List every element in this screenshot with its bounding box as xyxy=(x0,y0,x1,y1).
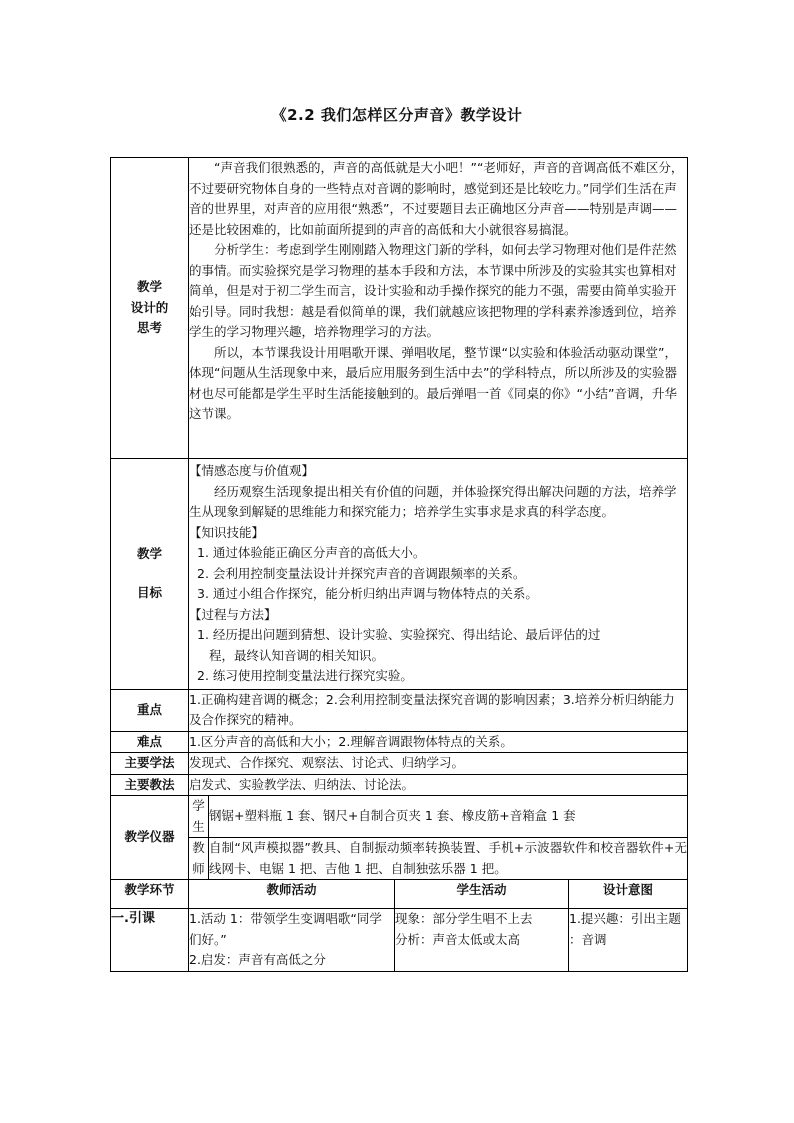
skill-item: 1. 通过体验能正确区分声音的高低大小。 xyxy=(197,545,426,560)
difficulty-label: 难点 xyxy=(111,731,189,753)
key-points-row xyxy=(111,689,688,731)
teacher-activity-line: 1.活动 1：带领学生变调唱歌“同学们好。” xyxy=(189,911,382,947)
attitude-text: 经历观察生活现象提出相关有价值的问题，并体验探究得出解决问题的方法，培养学生从现象到解疑的思维能力和探究能力；培养学生实事求是求真的科学态度。 xyxy=(189,483,677,519)
lesson-plan-table xyxy=(110,157,688,972)
key-points-label: 重点 xyxy=(111,689,189,731)
skill-item: 3. 通过小组合作探究，能分析归纳出声调与物体特点的关系。 xyxy=(197,586,538,601)
difficulty-text: 1.区分声音的高低和大小；2.理解音调跟物体特点的关系。 xyxy=(189,731,688,753)
instruments-student-text: 钢锯+塑料瓶 1 套、钢尺+自制合页夹 1 套、橡皮筋+音箱盒 1 套 xyxy=(209,796,688,838)
teacher-activity-line: 2.启发：声音有高低之分 xyxy=(189,952,326,967)
thinking-label-line-1: 教学 xyxy=(136,279,162,295)
attitude-heading: 【情感态度与价值观】 xyxy=(189,463,315,478)
instruments-label: 教学仪器 xyxy=(111,796,189,880)
teacher-label-line-2: 师 xyxy=(192,860,205,876)
thinking-label-line-2: 设计的 xyxy=(130,299,169,315)
goals-label xyxy=(111,459,189,690)
skills-heading: 【知识技能】 xyxy=(189,524,265,540)
instruments-student-label xyxy=(189,796,209,838)
thinking-label xyxy=(111,158,189,459)
thinking-content xyxy=(189,158,688,459)
intent-cell: 1.提兴趣：引出主题 ：音调 xyxy=(569,909,688,972)
thinking-paragraph: 分析学生：考虑到学生刚刚踏入物理这门新的学科，如何去学习物理对他们是件茫然的事情。而实验探究是学习物理的基本手段和方法，本节课中所涉及的实验其实也算相对简单，但是对于初二学生而言，设计实验和动手操作探究的能力不强，需要由简单实验开始引导。同时我想：越是看似简单的课，我们就越应该把物理的学科素养渗透到位，培养学生的学习物理兴趣，培养物理学习的方法。 xyxy=(189,242,677,339)
teacher-label-line-1: 教 xyxy=(192,840,205,855)
stage-cell: 一.引课 xyxy=(111,909,189,972)
instruments-teacher-label xyxy=(189,838,209,880)
process-header-row xyxy=(111,880,688,909)
process-row xyxy=(111,909,688,972)
header-intent: 设计意图 xyxy=(569,880,688,909)
thinking-paragraph: 所以，本节课我设计用唱歌开课、弹唱收尾，整节课“以实验和体验活动驱动课堂”，体现“问题从生活现象中来，最后应用服务到生活中去”的学科特点，所以所涉及的实验器材也尽可能都是学生平时生活能接触到的。最后弹唱一首《同桌的你》“小结”音调，升华这节课。 xyxy=(189,344,677,421)
thinking-paragraph: “声音我们很熟悉的，声音的高低就是大小吧！”“老师好，声音的音调高低不难区分，不过要研究物体自身的一些特点对音调的影响时，感觉到还是比较吃力。”同学们生活在声音的世界里，对声音的应用很“熟悉”，不过要题目去正确地区分声音——特别是声调——还是比较困难的，比如前面所提到的声音的高低和大小就很容易搞混。 xyxy=(189,160,684,237)
instruments-teacher-row xyxy=(111,838,688,880)
key-points-text: 1.正确构建音调的概念；2.会利用控制变量法探究音调的影响因素；3.培养分析归纳能力及合作探究的精神。 xyxy=(189,689,688,731)
student-activity-line: 分析：声音太低或太高 xyxy=(395,931,521,947)
instruments-student-row xyxy=(111,796,688,838)
goals-row xyxy=(111,459,688,690)
teaching-methods-label: 主要教法 xyxy=(111,774,189,796)
goals-content xyxy=(189,459,688,690)
header-stage: 教学环节 xyxy=(111,880,189,909)
student-activity-line: 现象：部分学生唱不上去 xyxy=(395,911,533,926)
header-student: 学生活动 xyxy=(395,880,569,909)
learning-methods-text: 发现式、合作探究、观察法、讨论式、归纳学习。 xyxy=(189,753,688,775)
thinking-label-line-3: 思考 xyxy=(136,320,162,336)
skill-item: 2. 会利用控制变量法设计并探究声音的音调跟频率的关系。 xyxy=(197,565,526,581)
student-activity-cell xyxy=(395,909,569,972)
instruments-teacher-text: 自制“风声模拟器”教具、自制振动频率转换装置、手机+示波器软件和校音器软件+无线网卡、电锯 1 把、吉他 1 把、自制独弦乐器 1 把。 xyxy=(209,838,688,880)
process-item: 1. 经历提出问题到猜想、设计实验、实验探究、得出结论、最后评估的过 xyxy=(197,627,601,642)
header-teacher: 教师活动 xyxy=(189,880,395,909)
teaching-methods-row xyxy=(111,774,688,796)
student-label-line-1: 学 xyxy=(192,798,205,813)
difficulty-row xyxy=(111,731,688,753)
process-heading: 【过程与方法】 xyxy=(189,606,277,622)
learning-methods-label: 主要学法 xyxy=(111,753,189,775)
teacher-activity-cell xyxy=(189,909,395,972)
thinking-row xyxy=(111,158,688,459)
process-item: 2. 练习使用控制变量法进行探究实验。 xyxy=(197,668,413,683)
learning-methods-row xyxy=(111,753,688,775)
process-item-continued: 程，最终认知音调的相关知识。 xyxy=(209,647,385,663)
student-label-line-2: 生 xyxy=(192,818,205,834)
document-title: 《2.2 我们怎样区分声音》教学设计 xyxy=(271,106,523,124)
teaching-methods-text: 启发式、实验教学法、归纳法、讨论法。 xyxy=(189,774,688,796)
goals-label-bottom: 目标 xyxy=(136,584,162,600)
goals-label-top: 教学 xyxy=(136,546,162,562)
